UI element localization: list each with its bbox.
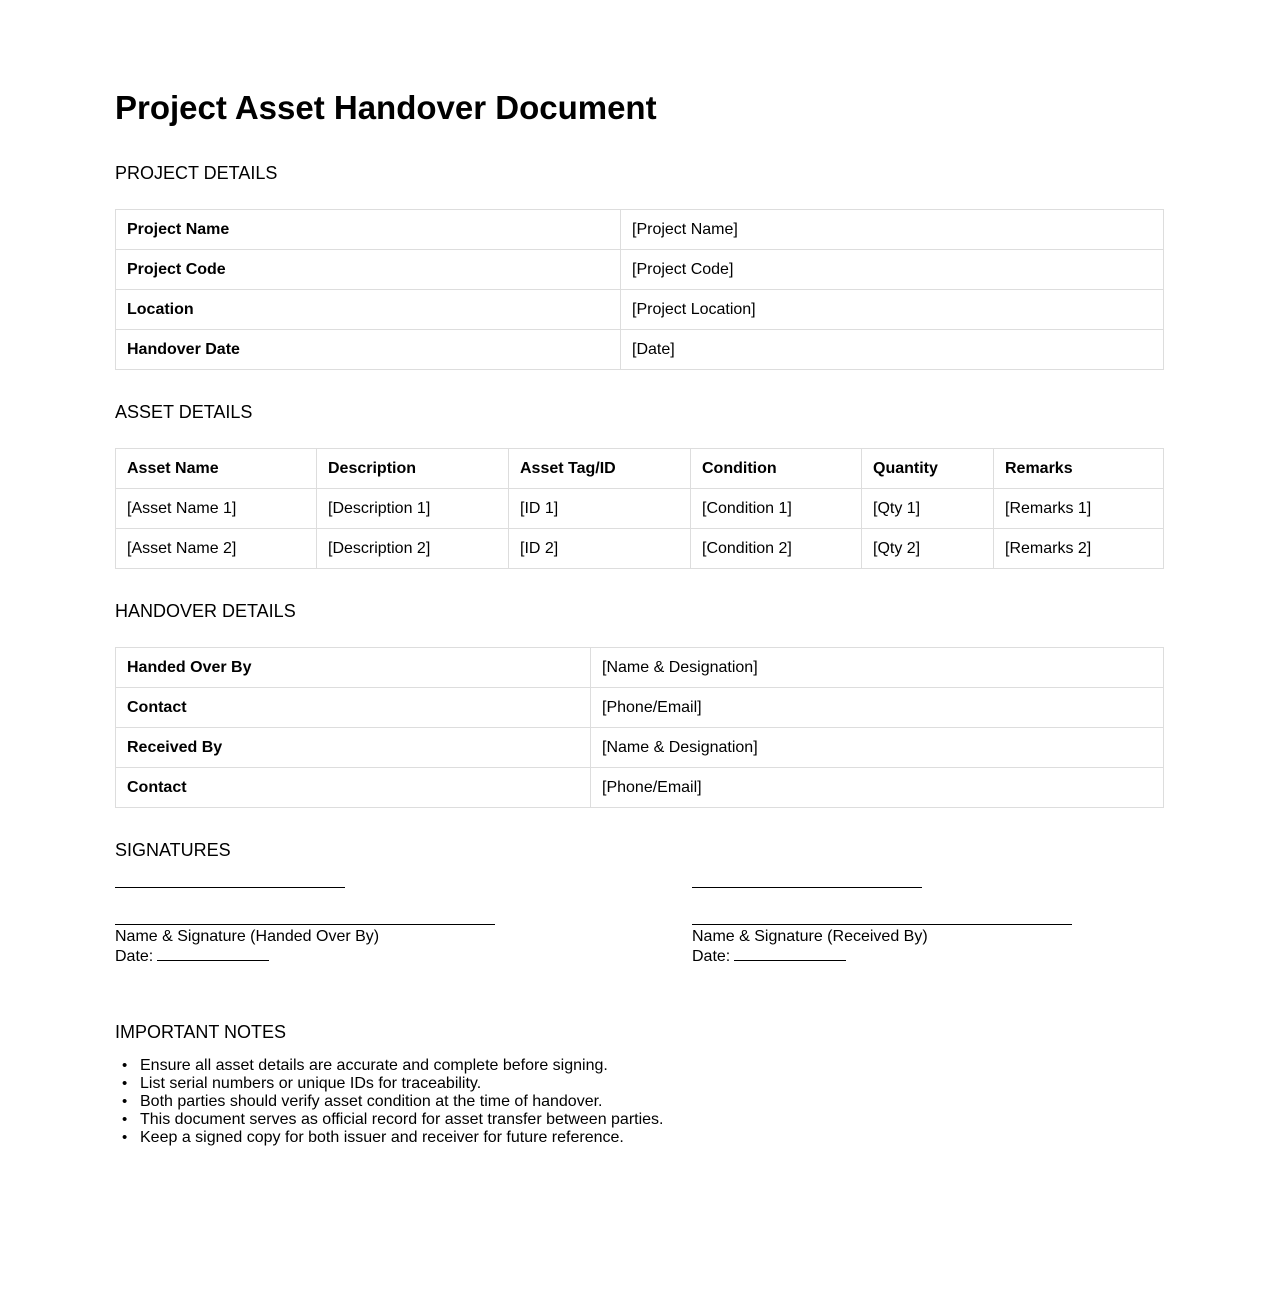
field-label: Received By: [116, 728, 591, 768]
table-row: [116, 489, 1164, 529]
table-row: [116, 210, 1164, 250]
note-item: • Both parties should verify asset condition at the time of handover.: [115, 1093, 1163, 1111]
table-row: [116, 529, 1164, 569]
signature-date-row: [692, 946, 1072, 966]
table-row: [116, 250, 1164, 290]
column-header: Description: [317, 449, 509, 489]
field-value: [Date]: [621, 330, 1164, 370]
cell: [Description 1]: [317, 489, 509, 529]
page-title: Project Asset Handover Document: [115, 89, 657, 126]
column-header: Remarks: [994, 449, 1164, 489]
field-label: Project Code: [116, 250, 621, 290]
cell: [Remarks 2]: [994, 529, 1164, 569]
table-row: [116, 768, 1164, 808]
field-value: [Phone/Email]: [591, 688, 1164, 728]
project-details-table: [115, 209, 1164, 370]
field-label: Project Name: [116, 210, 621, 250]
cell: [Asset Name 2]: [116, 529, 317, 569]
signature-block-handed-over: [115, 887, 495, 966]
cell: [Remarks 1]: [994, 489, 1164, 529]
table-row: [116, 330, 1164, 370]
signatures-heading: SIGNATURES: [115, 840, 231, 860]
signature-blocks: [115, 887, 1163, 966]
table-header-row: [116, 449, 1164, 489]
field-label: Handed Over By: [116, 648, 591, 688]
notes-list: [115, 1057, 1163, 1147]
project-details-heading: PROJECT DETAILS: [115, 163, 278, 183]
section-project-details: [115, 163, 1163, 370]
signature-label: Name & Signature (Handed Over By): [115, 928, 380, 945]
section-handover-details: [115, 601, 1163, 808]
field-value: [Project Name]: [621, 210, 1164, 250]
handover-details-table: [115, 647, 1164, 808]
cell: [Qty 2]: [862, 529, 994, 569]
signature-date-row: [115, 946, 495, 966]
field-label: Contact: [116, 688, 591, 728]
section-asset-details: [115, 402, 1163, 569]
date-fill-line: [734, 946, 846, 961]
signature-block-received: [692, 887, 1072, 966]
cell: [Condition 1]: [691, 489, 862, 529]
asset-details-table: [115, 448, 1164, 569]
table-row: [116, 728, 1164, 768]
field-value: [Project Location]: [621, 290, 1164, 330]
column-header: Asset Name: [116, 449, 317, 489]
field-value: [Phone/Email]: [591, 768, 1164, 808]
section-important-notes: [115, 1022, 1163, 1147]
signature-name-line: [115, 924, 495, 925]
field-value: [Project Code]: [621, 250, 1164, 290]
note-item: • Keep a signed copy for both issuer and receiver for future reference.: [115, 1129, 1163, 1147]
field-label: Location: [116, 290, 621, 330]
note-item: • Ensure all asset details are accurate and complete before signing.: [115, 1057, 1163, 1075]
document-page: [115, 0, 1163, 1267]
date-label: Date:: [115, 948, 154, 965]
cell: [ID 1]: [509, 489, 691, 529]
cell: [Description 2]: [317, 529, 509, 569]
field-value: [Name & Designation]: [591, 728, 1164, 768]
cell: [Condition 2]: [691, 529, 862, 569]
handover-details-heading: HANDOVER DETAILS: [115, 601, 296, 621]
field-label: Contact: [116, 768, 591, 808]
note-item: • This document serves as official record for asset transfer between parties.: [115, 1111, 1163, 1129]
column-header: Condition: [691, 449, 862, 489]
signature-line: [692, 887, 922, 888]
cell: [Qty 1]: [862, 489, 994, 529]
date-fill-line: [157, 946, 269, 961]
important-notes-heading: IMPORTANT NOTES: [115, 1022, 287, 1042]
field-value: [Name & Designation]: [591, 648, 1164, 688]
signature-line: [115, 887, 345, 888]
column-header: Asset Tag/ID: [509, 449, 691, 489]
column-header: Quantity: [862, 449, 994, 489]
date-label: Date:: [692, 948, 731, 965]
field-label: Handover Date: [116, 330, 621, 370]
section-signatures: [115, 840, 1163, 966]
table-row: [116, 290, 1164, 330]
cell: [Asset Name 1]: [116, 489, 317, 529]
table-row: [116, 688, 1164, 728]
note-item: • List serial numbers or unique IDs for traceability.: [115, 1075, 1163, 1093]
signature-name-line: [692, 924, 1072, 925]
cell: [ID 2]: [509, 529, 691, 569]
signature-label: Name & Signature (Received By): [692, 928, 928, 945]
table-row: [116, 648, 1164, 688]
asset-details-heading: ASSET DETAILS: [115, 402, 253, 422]
